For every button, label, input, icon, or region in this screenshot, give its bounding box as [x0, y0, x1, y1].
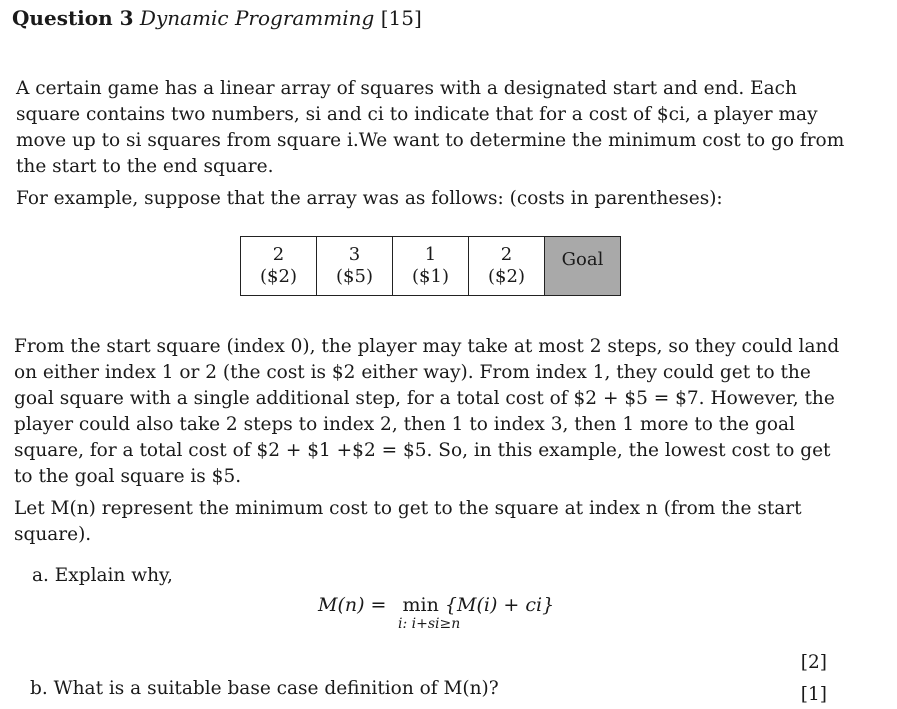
question-marks: [15] [380, 6, 422, 30]
square-cost: ($1) [412, 266, 449, 287]
question-topic: Dynamic Programming [139, 6, 375, 30]
square-1 [317, 237, 393, 296]
question-heading [12, 6, 422, 30]
question-label: Question 3 [12, 6, 134, 30]
square-0 [241, 237, 317, 296]
part-a-marks: [2] [800, 652, 827, 673]
explanation-paragraph: From the start square (index 0), the player may take at most 2 steps, so they could land on either index 1 or 2 (the cost is $2 either way). From index 1, they could get to the goal square with a single additional step, for a total cost of $2 + $5 = $7. However, the player could also take 2 steps to index 2, then 1 to index 3, then 1 more to the goal square, for a total cost of $2 + $1 +$2 = $5. So, in this example, the lowest cost to get to the goal square is $5. [14, 336, 840, 487]
part-a-prompt: a. Explain why, [32, 565, 173, 586]
square-2 [393, 237, 469, 296]
square-cost: ($2) [260, 266, 297, 287]
square-steps: 1 [424, 244, 437, 265]
square-cost: ($5) [336, 266, 373, 287]
recurrence-formula [318, 594, 555, 632]
square-3 [469, 237, 545, 296]
square-steps: 2 [500, 244, 513, 265]
formula-rhs: {M(i) + ci} [444, 594, 555, 616]
square-steps: 2 [272, 244, 285, 265]
square-steps: 3 [348, 244, 361, 265]
definition-paragraph: Let M(n) represent the minimum cost to get to the square at index n (from the start square). [14, 498, 802, 545]
part-b-marks: [1] [800, 684, 827, 705]
formula-lhs: M(n) = [318, 594, 387, 616]
goal-label: Goal [561, 249, 604, 270]
part-b-prompt: b. What is a suitable base case definition of M(n)? [30, 678, 499, 699]
square-cost: ($2) [488, 266, 525, 287]
intro-paragraph: A certain game has a linear array of squares with a designated start and end. Each square contains two numbers, si and ci to indicate that for a cost of $ci, a player may move up to si squares from square i.We want to determine the minimum cost to go from the start to the end square. [16, 78, 845, 177]
formula-min: min [402, 594, 439, 616]
formula-subscript: i: i+si≥n [398, 616, 461, 632]
goal-square [545, 237, 621, 296]
example-lead: For example, suppose that the array was as follows: (costs in parentheses): [16, 188, 723, 209]
squares-array [240, 236, 621, 296]
